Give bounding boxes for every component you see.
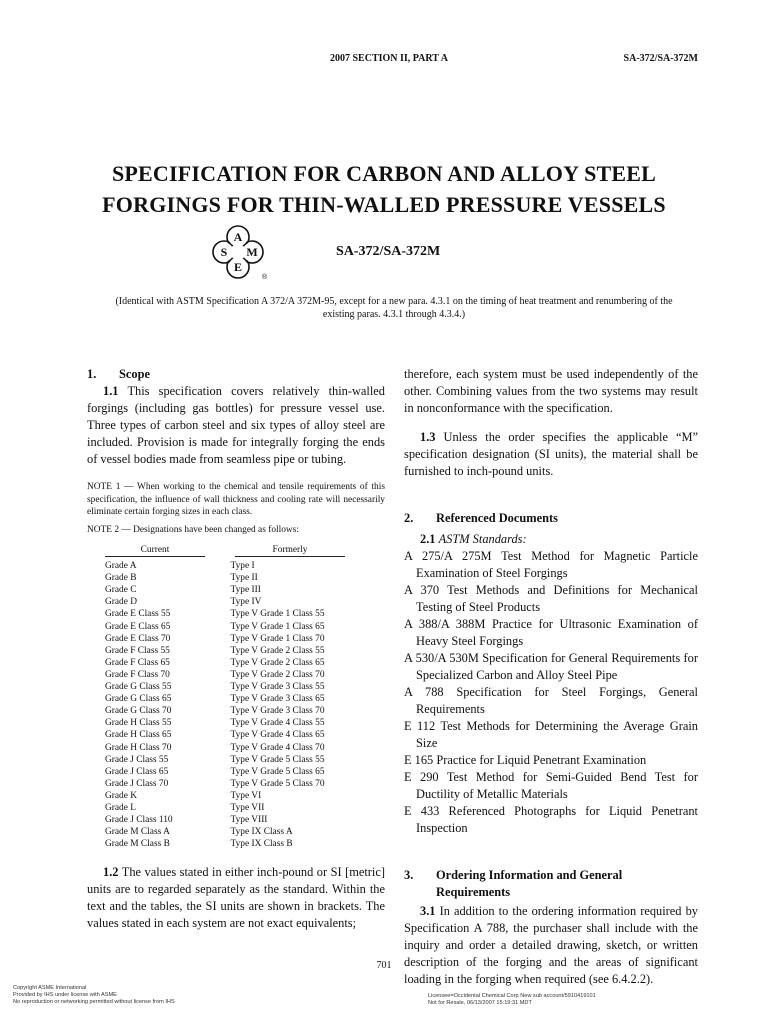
cell-current: Grade F Class 55: [105, 645, 170, 656]
cell-current: Grade C: [105, 585, 137, 596]
running-header-left: 2007 SECTION II, PART A: [330, 53, 448, 64]
cell-formerly: Type VI: [230, 790, 262, 801]
cell-current: Grade L: [105, 802, 136, 813]
table-row: [105, 814, 385, 826]
cell-formerly: Type V Grade 1 Class 55: [230, 609, 325, 620]
table-row: [105, 826, 385, 838]
cell-current: Grade A: [105, 561, 137, 572]
cell-formerly: Type VII: [230, 802, 265, 813]
running-header-right: SA-372/SA-372M: [623, 53, 698, 64]
reference-item: A 788 Specification for Steel Forgings, General Requirements: [404, 685, 698, 716]
title-line-2: FORGINGS FOR THIN-WALLED PRESSURE VESSELS: [102, 192, 666, 217]
table-row: [105, 766, 385, 778]
cell-formerly: Type V Grade 2 Class 65: [230, 657, 325, 668]
cell-current: Grade H Class 65: [105, 730, 172, 741]
table-row: [105, 717, 385, 729]
reference-item: E 165 Practice for Liquid Penetrant Examination: [404, 753, 647, 767]
table-row: [105, 693, 385, 705]
cell-current: Grade J Class 65: [105, 766, 169, 777]
cell-formerly: Type VIII: [230, 815, 268, 826]
table-row: [105, 838, 385, 850]
cell-current: Grade H Class 70: [105, 742, 172, 753]
reference-item: A 370 Test Methods and Definitions for Mechanical Testing of Steel Products: [404, 583, 698, 614]
cell-formerly: Type V Grade 5 Class 55: [230, 754, 325, 765]
cell-formerly: Type V Grade 3 Class 55: [230, 682, 325, 693]
table-row: [105, 742, 385, 754]
designation-table-body: [105, 560, 385, 850]
footer-copyright: Copyright ASME International Provided by IHS under license with ASME No reproduction or networking permitted without license from IHS: [13, 985, 175, 1005]
cell-current: Grade K: [105, 790, 138, 801]
cell-current: Grade B: [105, 573, 137, 584]
cell-formerly: Type V Grade 4 Class 55: [230, 718, 325, 729]
paragraph-1-3: 1.3 Unless the order specifies the applicable “M” specification designation (SI units), the material shall be furnished to inch-pound units.: [404, 430, 698, 478]
logo-letter-left: S: [220, 245, 228, 259]
logo-letter-top: A: [233, 230, 243, 244]
paragraph-1-1: 1.1 This specification covers relatively thin-walled forgings (including gas bottles) for pressure vessel use. Three types of carbon steel and six types of alloy steel are included. Provision is made for integrally forging the ends of vessel bodies made from seamless pipe or tubing.: [87, 384, 386, 466]
cell-current: Grade G Class 70: [105, 706, 172, 717]
cell-current: Grade D: [105, 597, 138, 608]
designation-table-header: [105, 544, 385, 557]
reference-item: A 530/A 530M Specification for General Requirements for Specialized Carbon and Alloy Steel Pipe: [404, 651, 698, 682]
table-row: [105, 596, 385, 608]
paragraph-1-2: 1.2 The values stated in either inch-pound or SI [metric] units are to regarded separately as the standard. Within the text and the tables, the SI units are shown in brackets. The values stated in each system are not exact equivalents;: [87, 865, 385, 931]
table-row: [105, 681, 385, 693]
cell-formerly: Type V Grade 4 Class 70: [230, 742, 325, 753]
cell-formerly: Type V Grade 1 Class 70: [230, 633, 325, 644]
right-column: [404, 366, 698, 988]
referenced-documents-list: [404, 548, 698, 837]
registered-mark: ®: [262, 274, 268, 281]
cell-formerly: Type IX Class B: [230, 839, 293, 850]
table-row: [105, 778, 385, 790]
cell-formerly: Type V Grade 1 Class 65: [230, 621, 325, 632]
cell-current: Grade F Class 70: [105, 669, 170, 680]
cell-current: Grade M Class B: [105, 839, 170, 850]
logo-letter-right: M: [246, 245, 258, 259]
table-row: [105, 645, 385, 657]
cell-formerly: Type V Grade 4 Class 65: [230, 730, 325, 741]
cell-current: Grade H Class 55: [105, 718, 172, 729]
cell-formerly: Type V Grade 3 Class 65: [230, 694, 325, 705]
table-row: [105, 754, 385, 766]
paragraph-3-1: 3.1 In addition to the ordering information required by Specification A 788, the purchaser shall include with the inquiry and order a detailed drawing, sketch, or written description of the forging and the areas of significant loading in the forging when required (see 6.4.2.2).: [404, 904, 698, 986]
reference-item: A 388/A 388M Practice for Ultrasonic Examination of Heavy Steel Forgings: [404, 617, 698, 648]
cell-formerly: Type V Grade 5 Class 65: [230, 766, 325, 777]
cell-formerly: Type IV: [230, 597, 262, 608]
table-row: [105, 729, 385, 741]
cell-current: Grade F Class 65: [105, 657, 170, 668]
table-row: [105, 802, 385, 814]
section-3-heading: 3. Ordering Information and General Requirements: [404, 868, 623, 899]
cell-formerly: Type V Grade 2 Class 55: [230, 645, 325, 656]
cell-current: Grade M Class A: [105, 827, 170, 838]
table-row: [105, 657, 385, 669]
paragraph-1-2-continued: therefore, each system must be used independently of the other. Combining values from the two systems may result in nonconformance with the specification.: [404, 367, 698, 415]
table-row: [105, 705, 385, 717]
cell-current: Grade E Class 55: [105, 609, 171, 620]
table-row: [105, 572, 385, 584]
table-row: [105, 790, 385, 802]
cell-current: Grade J Class 55: [105, 754, 169, 765]
cell-current: Grade G Class 65: [105, 694, 172, 705]
cell-formerly: Type V Grade 3 Class 70: [230, 706, 325, 717]
reference-item: E 290 Test Method for Semi-Guided Bend Test for Ductility of Metallic Materials: [404, 770, 698, 801]
cell-formerly: Type IX Class A: [230, 827, 293, 838]
title-line-1: SPECIFICATION FOR CARBON AND ALLOY STEEL: [111, 161, 657, 186]
cell-current: Grade E Class 70: [105, 633, 171, 644]
table-row: [105, 584, 385, 596]
reference-item: A 275/A 275M Test Method for Magnetic Particle Examination of Steel Forgings: [404, 549, 698, 580]
designation: SA-372/SA-372M: [336, 244, 441, 259]
left-column: [87, 366, 385, 932]
cell-current: Grade G Class 55: [105, 682, 172, 693]
cell-formerly: Type II: [230, 573, 258, 584]
section-1-heading: 1. Scope: [87, 367, 150, 381]
note-1: NOTE 1 — When working to the chemical and tensile requirements of this specification, the influence of wall thickness and cooling rate will necessarily eliminate certain forging sizes in each class.: [87, 482, 385, 517]
asme-logo-icon: [208, 224, 268, 282]
logo-letter-bottom: E: [233, 260, 243, 274]
section-2-heading: 2. Referenced Documents: [404, 511, 558, 525]
table-row: [105, 669, 385, 681]
cell-formerly: Type III: [230, 585, 261, 596]
cell-current: Grade J Class 70: [105, 778, 169, 789]
cell-current: Grade E Class 65: [105, 621, 171, 632]
subsection-2-1-heading: 2.1 ASTM Standards:: [420, 532, 527, 546]
table-row: [105, 560, 385, 572]
column-header-current: Current: [105, 544, 205, 557]
table-row: [105, 608, 385, 620]
column-header-formerly: Formerly: [235, 544, 345, 557]
reference-item: E 433 Referenced Photographs for Liquid Penetrant Inspection: [404, 804, 698, 835]
cell-current: Grade J Class 110: [105, 815, 173, 826]
document-title: [0, 158, 768, 220]
footer-license: Licensee=Occidental Chemical Corp New sub account/5910419101 Not for Resale, 06/13/2007 15:19:31 MDT: [428, 993, 596, 1006]
page-number: 701: [376, 960, 392, 971]
table-row: [105, 621, 385, 633]
designation-table: [105, 544, 385, 850]
table-row: [105, 633, 385, 645]
cell-formerly: Type V Grade 5 Class 70: [230, 778, 325, 789]
identical-with-note: (Identical with ASTM Specification A 372/A 372M-95, except for a new para. 4.3.1 on the timing of heat treatment and renumbering of the existing paras. 4.3.1 through 4.3.4.): [115, 296, 673, 320]
cell-formerly: Type V Grade 2 Class 70: [230, 669, 325, 680]
note-2: NOTE 2 — Designations have been changed as follows:: [87, 524, 299, 535]
cell-formerly: Type I: [230, 561, 255, 572]
reference-item: E 112 Test Methods for Determining the Average Grain Size: [404, 719, 698, 750]
